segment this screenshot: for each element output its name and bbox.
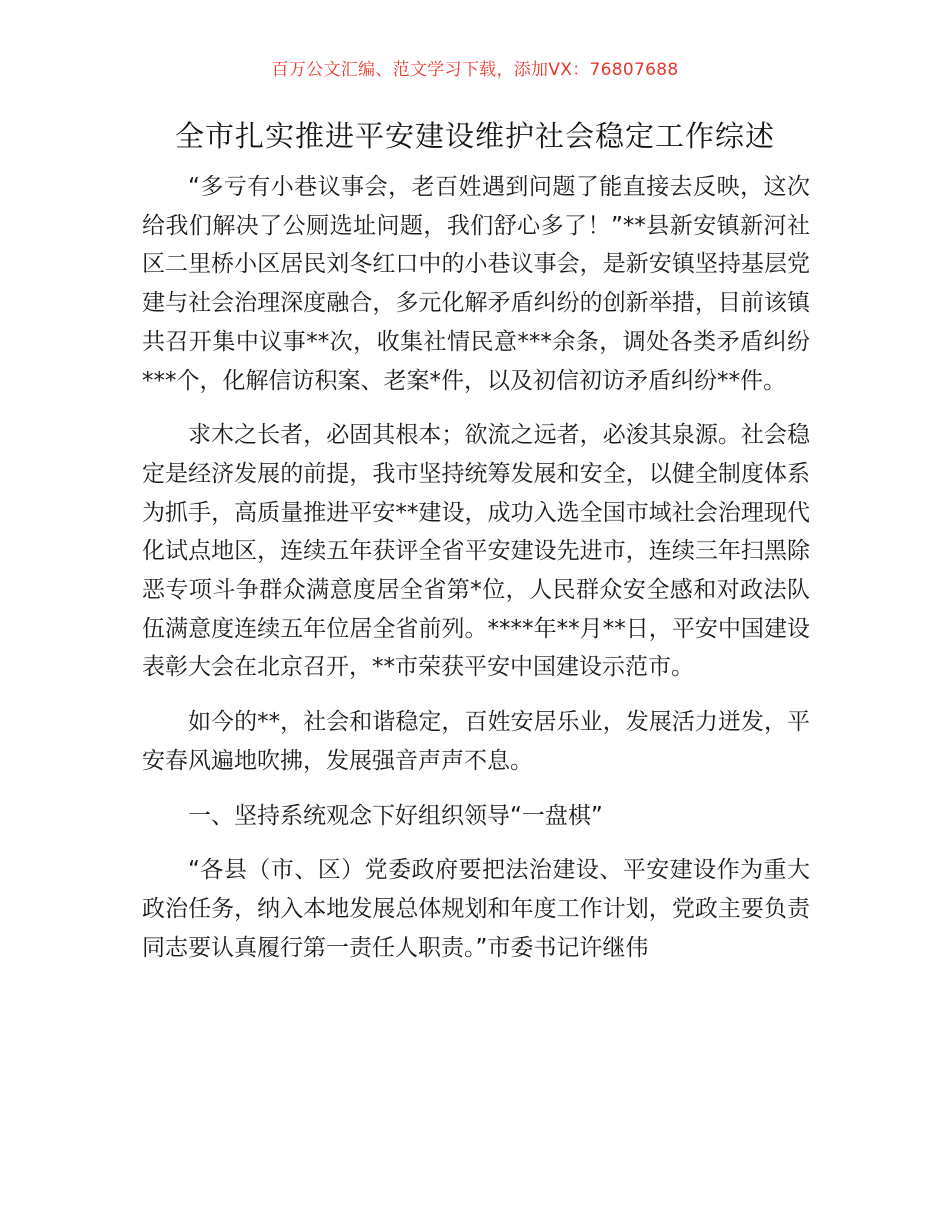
watermark-banner: 百万公文汇编、范文学习下载，添加VX：76807688 (271, 60, 679, 80)
paragraph-summary: 如今的**，社会和谐稳定，百姓安居乐业，发展活力迸发，平安春风遍地吹拂，发展强音声声不息。 (142, 709, 810, 774)
paragraph-section-1: “各县（市、区）党委政府要把法治建设、平安建设作为重大政治任务，纳入本地发展总体规划和年度工作计划，党政主要负责同志要认真履行第一责任人职责。”市委书记许继伟 (142, 857, 810, 961)
document-title: 全市扎实推进平安建设维护社会稳定工作综述 (174, 119, 775, 153)
document-body (142, 168, 810, 967)
paragraph-intro: “多亏有小巷议事会，老百姓遇到问题了能直接去反映，这次给我们解决了公厕选址问题，我们舒心多了！”**县新安镇新河社区二里桥小区居民刘冬红口中的小巷议事会，是新安镇坚持基层党建与社会治理深度融合，多元化解矛盾纠纷的创新举措，目前该镇共召开集中议事**次，收集社情民意***余条，调处各类矛盾纠纷***个，化解信访积案、老案*件，以及初信初访矛盾纠纷**件。 (142, 174, 810, 394)
section-heading-1: 一、坚持系统观念下好组织领导“一盘棋” (188, 802, 603, 829)
paragraph-overview: 求木之长者，必固其根本；欲流之远者，必浚其泉源。社会稳定是经济发展的前提，我市坚持统筹发展和安全，以健全制度体系为抓手，高质量推进平安**建设，成功入选全国市域社会治理现代化试点地区，连续五年获评全省平安建设先进市，连续三年扫黑除恶专项斗争群众满意度居全省第*位，人民群众安全感和对政法队伍满意度连续五年位居全省前列。****年**月**日，平安中国建设表彰大会在北京召开，**市荣获平安中国建设示范市。 (142, 422, 810, 681)
